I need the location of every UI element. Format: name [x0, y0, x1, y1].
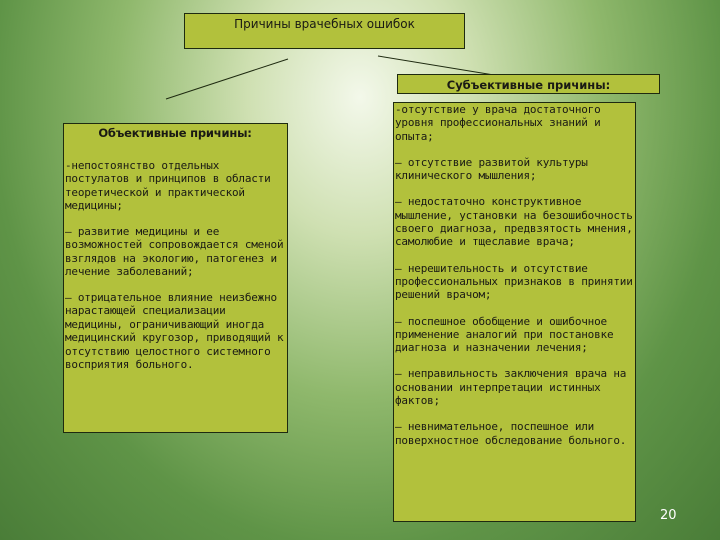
- subjective-header: Субъективные причины:: [397, 74, 660, 94]
- objective-item: – отрицательное влияние неизбежно нарастающей специализации медицины, ограничивающий иногда медицинский кругозор, приводящий к отсутствию целостного системного восприятия больного.: [65, 290, 284, 371]
- subjective-item: – поспешное обобщение и ошибочное применение аналогий при постановке диагноза и назначении лечения;: [395, 314, 614, 355]
- objective-item: -непостоянство отдельных постулатов и принципов в области теоретической и практической медицины;: [65, 158, 271, 212]
- diagram-title: Причины врачебных ошибок: [184, 13, 465, 49]
- objective-panel: [63, 123, 288, 433]
- subjective-panel: [393, 102, 636, 522]
- subjective-item: – невнимательное, поспешное или поверхностное обследование больного.: [395, 420, 627, 447]
- connector-line-objective: [166, 59, 288, 99]
- objective-header: Объективные причины:: [98, 126, 252, 140]
- subjective-item: – отсутствие развитой культуры клинического мышления;: [395, 155, 588, 183]
- page-number: 20: [660, 508, 677, 523]
- subjective-item: – неправильность заключения врача на основании интерпретации истинных фактов;: [395, 367, 627, 408]
- subjective-item: -отсутствие у врача достаточного уровня профессиональных знаний и опыта;: [395, 103, 601, 143]
- connector-line-subjective: [378, 56, 500, 76]
- subjective-item: – недостаточно конструктивное мышление, установки на безошибочность своего диагноза, предвзятость мнения, самолюбие и тщеславие врача;: [395, 195, 633, 249]
- subjective-item: – нерешительность и отсутствие профессиональных признаков в принятии решений врачом;: [395, 261, 633, 302]
- objective-item: – развитие медицины и ее возможностей сопровождается сменой взглядов на экологию, патогенез и лечение заболеваний;: [65, 224, 284, 278]
